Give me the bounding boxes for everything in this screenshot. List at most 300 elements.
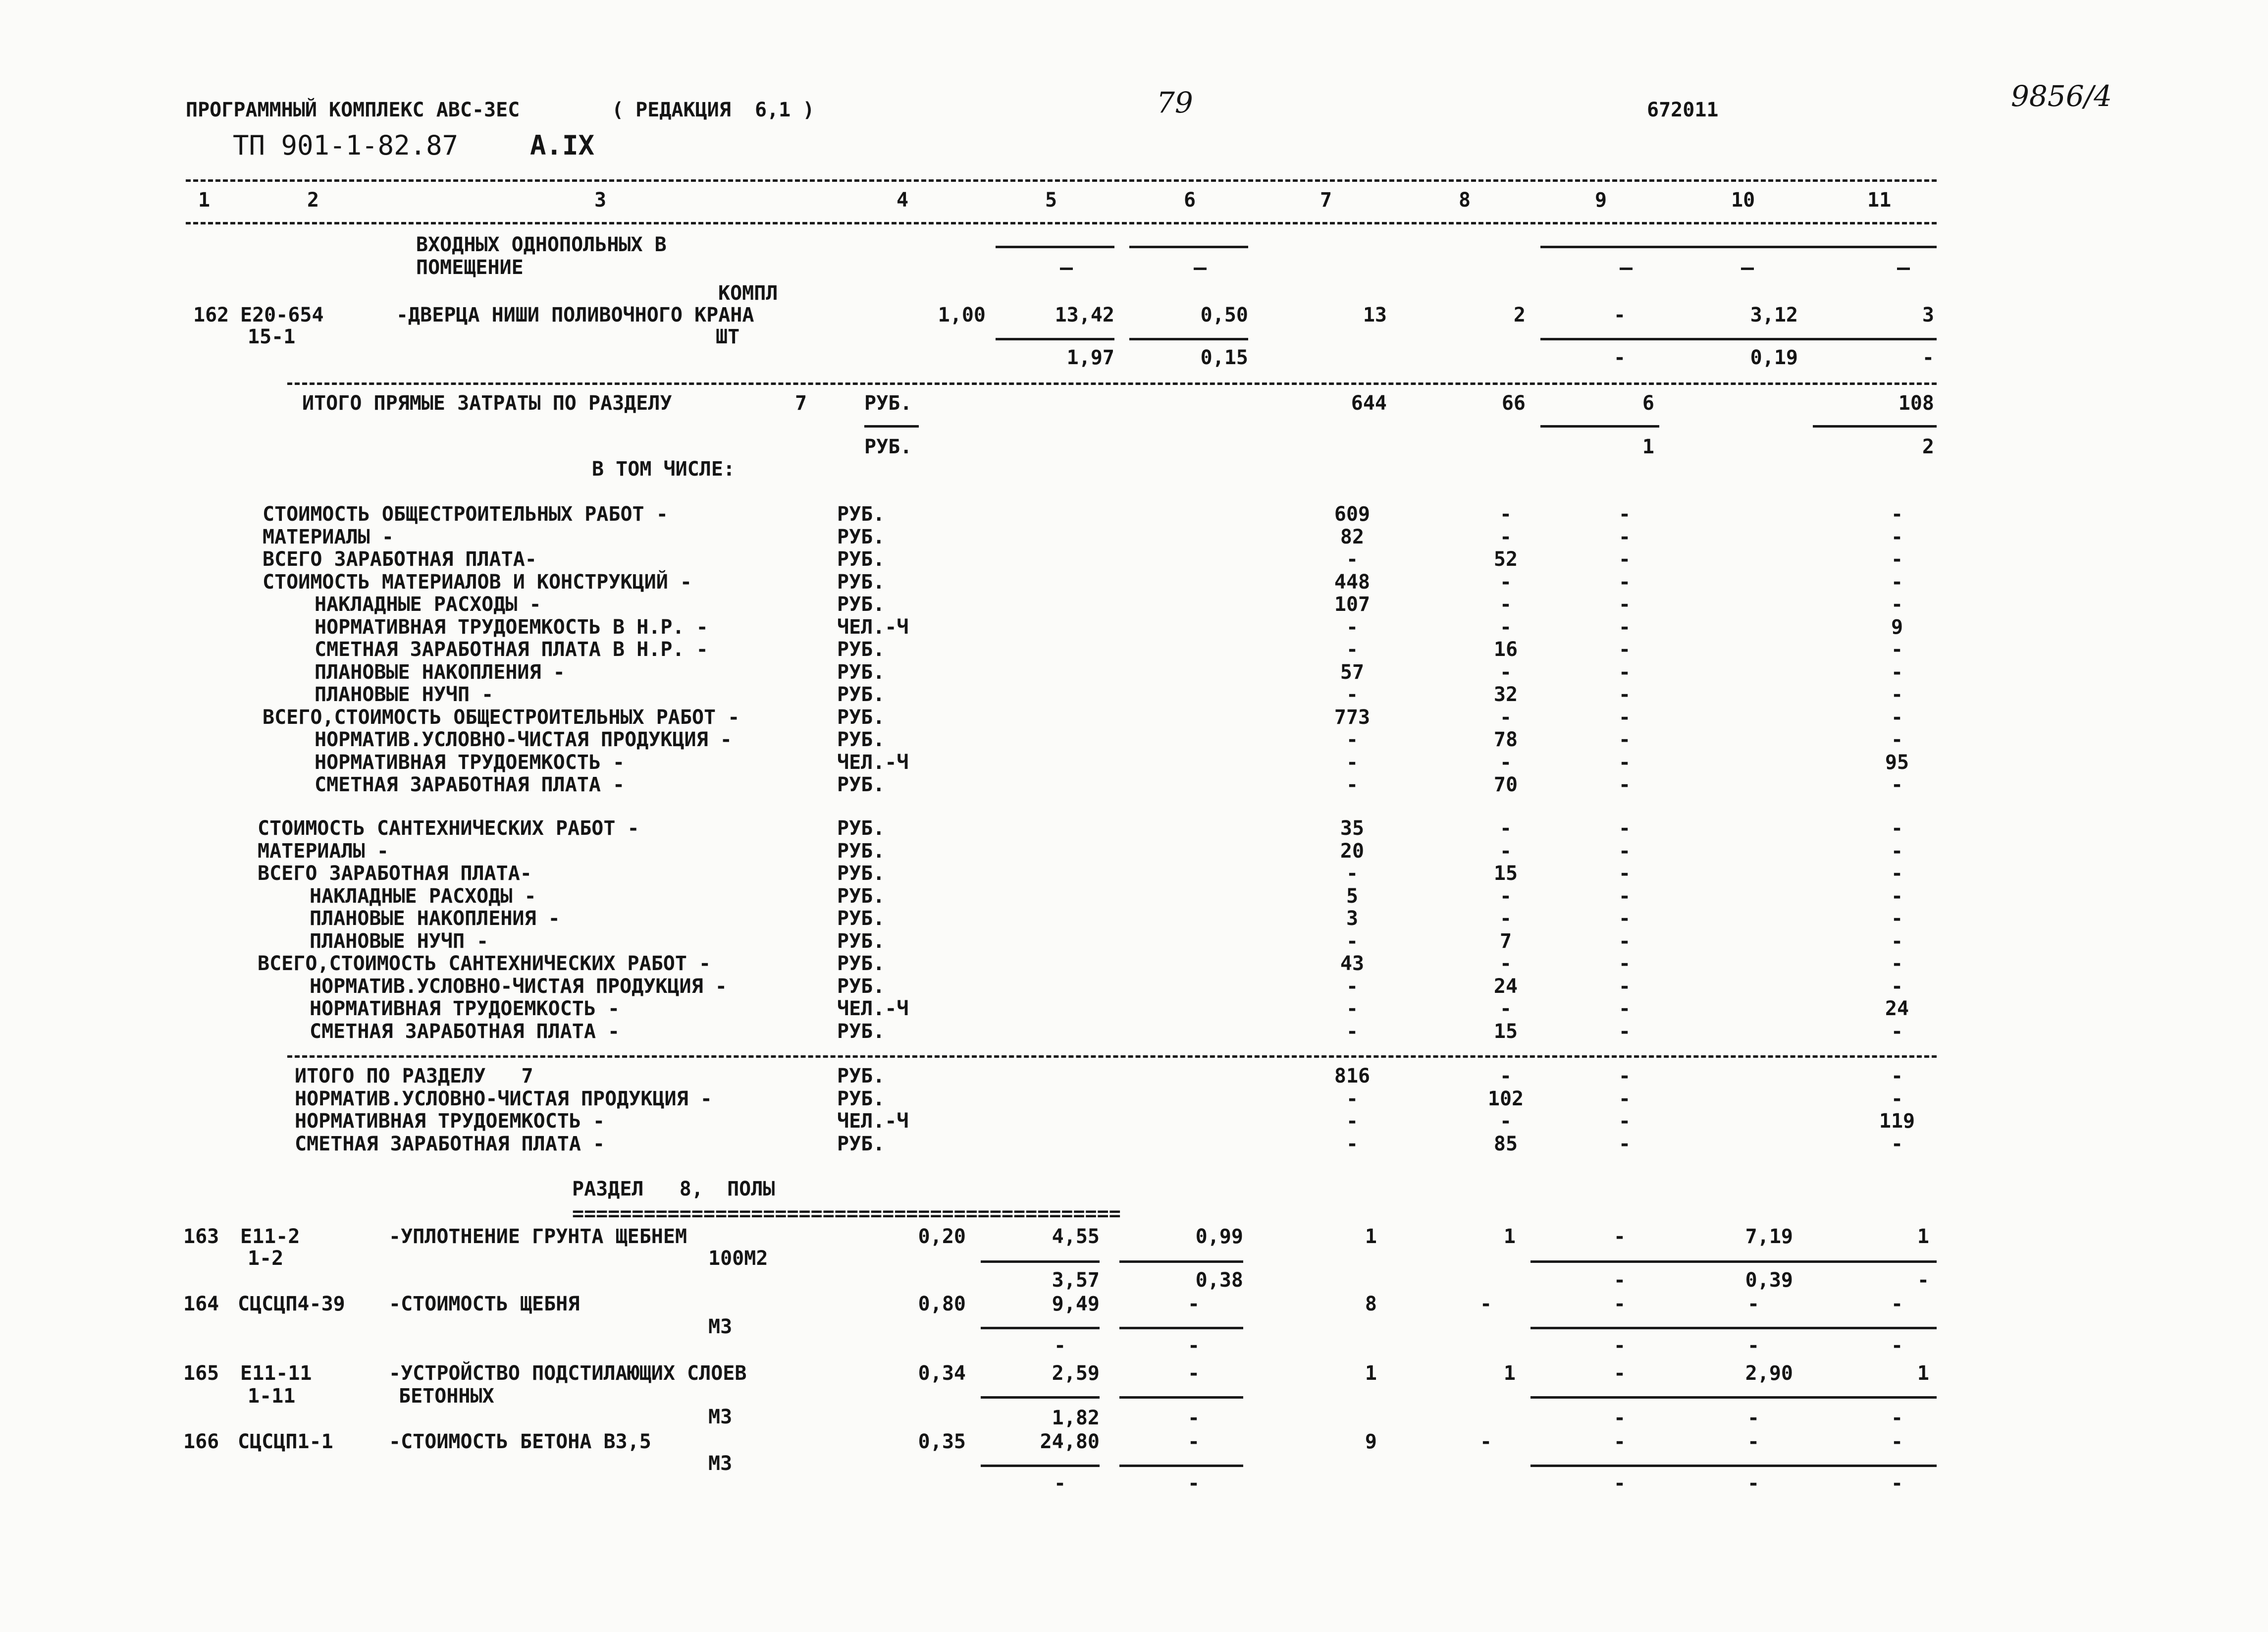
sub-rule: [1540, 425, 1659, 428]
col-header-11: 11: [1867, 189, 1892, 212]
item-name: -СТОИМОСТЬ ЩЕБНЯ: [389, 1293, 580, 1315]
row-col7: -: [1346, 975, 1359, 998]
col5-sub: -: [1054, 1472, 1066, 1495]
row-unit: РУБ.: [837, 952, 885, 975]
row-unit: РУБ.: [837, 1065, 885, 1088]
row-unit: РУБ.: [837, 1087, 885, 1110]
row-col11: -: [1891, 884, 1903, 908]
col10-value: 2,90: [1745, 1362, 1793, 1385]
row-col11: -: [1891, 929, 1903, 953]
dash-mark: [1620, 268, 1633, 270]
row-label: НАКЛАДНЫЕ РАСХОДЫ -: [310, 884, 536, 908]
row-unit: ЧЕЛ.-Ч: [837, 997, 909, 1020]
col9-sub: -: [1613, 1269, 1626, 1292]
sub-rule: [1530, 1396, 1937, 1399]
sub-rule: [1119, 1396, 1243, 1399]
dash-mark: [1194, 268, 1207, 270]
prev-item-text-2: ПОМЕЩЕНИЕ: [416, 256, 524, 279]
row-col9: -: [1618, 907, 1631, 930]
row-unit: РУБ.: [837, 728, 885, 751]
totals-col11-sub: 2: [1922, 435, 1934, 458]
col6-sub: -: [1187, 1407, 1200, 1429]
row-unit: РУБ.: [837, 593, 885, 616]
row-col11: -: [1891, 839, 1903, 863]
row-col7: -: [1346, 862, 1359, 885]
sub-rule: [1119, 1465, 1243, 1467]
section-totals-rule: [287, 1055, 1937, 1058]
row-col9: -: [1618, 1110, 1631, 1133]
row-col8: -: [1499, 503, 1512, 526]
item-unit: ШТ: [716, 326, 740, 348]
row-col7: -: [1346, 683, 1359, 706]
col10-value: -: [1747, 1430, 1760, 1453]
totals-title: ИТОГО ПРЯМЫЕ ЗАТРАТЫ ПО РАЗДЕЛУ: [302, 392, 672, 415]
row-col7: -: [1346, 773, 1359, 796]
col4-value: 0,35: [918, 1430, 966, 1453]
document-code: 672011: [1647, 99, 1719, 121]
item-code: Е11-2: [240, 1225, 300, 1248]
item-code: СЦСЦП4-39: [238, 1293, 345, 1315]
row-unit: РУБ.: [837, 660, 885, 684]
col-header-2: 2: [307, 189, 319, 212]
col7-value: 9: [1365, 1430, 1377, 1453]
row-col7: 816: [1334, 1065, 1371, 1088]
sub-rule: [1540, 246, 1937, 248]
row-col8: 78: [1493, 728, 1518, 751]
row-col8: -: [1499, 997, 1512, 1020]
row-unit: РУБ.: [837, 1020, 885, 1043]
sub-rule: [981, 1327, 1100, 1329]
row-label: НОРМАТИВНАЯ ТРУДОЕМКОСТЬ -: [295, 1110, 605, 1133]
item-name: -УСТРОЙСТВО ПОДСТИЛАЮЩИХ СЛОЕВ: [389, 1362, 747, 1385]
totals-col9: 6: [1642, 392, 1654, 415]
row-col11: -: [1891, 1087, 1903, 1110]
col11-sub: -: [1891, 1472, 1903, 1495]
col8-value: 1: [1503, 1225, 1516, 1248]
row-col7: 57: [1340, 660, 1365, 684]
col8-value: -: [1479, 1430, 1492, 1453]
sub-rule: [1119, 1327, 1243, 1329]
row-col9: -: [1618, 1065, 1631, 1088]
col-header-9: 9: [1595, 189, 1607, 212]
row-label: НОРМАТИВ.УСЛОВНО-ЧИСТАЯ ПРОДУКЦИЯ -: [310, 975, 727, 998]
row-unit: ЧЕЛ.-Ч: [837, 751, 909, 774]
col8-value: 1: [1503, 1362, 1516, 1385]
row-unit: РУБ.: [837, 638, 885, 661]
row-col8: -: [1499, 817, 1512, 840]
row-col8: 32: [1493, 683, 1518, 706]
row-label: СМЕТНАЯ ЗАРАБОТНАЯ ПЛАТА -: [295, 1132, 605, 1155]
row-col8: -: [1499, 884, 1512, 908]
row-label: НОРМАТИВ.УСЛОВНО-ЧИСТАЯ ПРОДУКЦИЯ -: [315, 728, 732, 751]
sub-rule: [1530, 1260, 1937, 1263]
col7-value: 8: [1365, 1293, 1377, 1315]
row-col11: -: [1891, 683, 1903, 706]
row-label: СМЕТНАЯ ЗАРАБОТНАЯ ПЛАТА -: [310, 1020, 620, 1043]
col-header-4: 4: [897, 189, 909, 212]
row-col11: -: [1891, 525, 1903, 548]
col11-sub: -: [1922, 346, 1934, 369]
row-label: ВСЕГО ЗАРАБОТНАЯ ПЛАТА-: [258, 862, 532, 885]
col5-value: 24,80: [1040, 1430, 1100, 1453]
row-label: СТОИМОСТЬ МАТЕРИАЛОВ И КОНСТРУКЦИЙ -: [263, 570, 692, 594]
col9-value: -: [1613, 1225, 1626, 1248]
section-8-rule: ==============================================: [572, 1202, 1121, 1225]
row-col8: -: [1499, 615, 1512, 639]
row-label: ПЛАНОВЫЕ НУЧП -: [310, 929, 489, 953]
row-col11: -: [1891, 706, 1903, 729]
row-col11: -: [1891, 660, 1903, 684]
col4-value: 0,20: [918, 1225, 966, 1248]
col-header-8: 8: [1459, 189, 1471, 212]
row-col9: -: [1618, 1132, 1631, 1155]
row-label: НОРМАТИВ.УСЛОВНО-ЧИСТАЯ ПРОДУКЦИЯ -: [295, 1087, 712, 1110]
sub-rule: [1129, 338, 1248, 340]
col8-value: -: [1479, 1293, 1492, 1315]
row-col11: -: [1891, 907, 1903, 930]
row-col8: -: [1499, 1110, 1512, 1133]
col6-value: -: [1187, 1430, 1200, 1453]
col6-sub: -: [1187, 1472, 1200, 1495]
col-header-6: 6: [1184, 189, 1196, 212]
row-unit: РУБ.: [837, 706, 885, 729]
sub-rule: [1129, 246, 1248, 248]
item-subcode: 15-1: [248, 326, 296, 348]
row-col8: 85: [1493, 1132, 1518, 1155]
row-col11: -: [1891, 503, 1903, 526]
col11-value: 1: [1917, 1362, 1929, 1385]
totals-unit-2: РУБ.: [864, 435, 912, 458]
col9-value: -: [1613, 1293, 1626, 1315]
col7-value: 1: [1365, 1362, 1377, 1385]
item-name: -УПЛОТНЕНИЕ ГРУНТА ЩЕБНЕМ: [389, 1225, 687, 1248]
row-col9: -: [1618, 593, 1631, 616]
col9-sub: -: [1613, 346, 1626, 369]
row-col9: -: [1618, 817, 1631, 840]
item-number: 166: [183, 1430, 219, 1453]
row-label: СТОИМОСТЬ ОБЩЕСТРОИТЕЛЬНЫХ РАБОТ -: [263, 503, 668, 526]
item-subcode: 1-2: [248, 1247, 284, 1270]
program-title: ПРОГРАММНЫЙ КОМПЛЕКС АВС-ЗЕС: [186, 99, 520, 121]
row-label: НОРМАТИВНАЯ ТРУДОЕМКОСТЬ В Н.Р. -: [315, 615, 708, 639]
totals-unit: РУБ.: [864, 392, 912, 415]
project-code: ТП 901-1-82.87: [233, 130, 459, 161]
item-unit: М3: [708, 1315, 733, 1338]
row-col7: -: [1346, 751, 1359, 774]
row-col11: -: [1891, 548, 1903, 571]
row-col9: -: [1618, 952, 1631, 975]
col10-value: 3,12: [1750, 304, 1798, 326]
row-col9: -: [1618, 1020, 1631, 1043]
row-label: МАТЕРИАЛЫ -: [258, 839, 389, 863]
col5-value: 4,55: [1052, 1225, 1100, 1248]
item-name: -СТОИМОСТЬ БЕТОНА В3,5: [389, 1430, 651, 1453]
row-col11: 95: [1885, 751, 1909, 774]
row-col9: -: [1618, 773, 1631, 796]
row-col8: -: [1499, 751, 1512, 774]
col11-sub: -: [1891, 1407, 1903, 1429]
header-rule-bottom: [186, 222, 1937, 224]
row-col8: 70: [1493, 773, 1518, 796]
col7-value: 13: [1363, 304, 1387, 326]
row-unit: РУБ.: [837, 884, 885, 908]
row-label: ИТОГО ПО РАЗДЕЛУ 7: [295, 1065, 533, 1088]
dash-mark: [1741, 268, 1754, 270]
col6-value: -: [1187, 1362, 1200, 1385]
row-unit: РУБ.: [837, 503, 885, 526]
col9-value: -: [1613, 304, 1626, 326]
row-unit: РУБ.: [837, 525, 885, 548]
col10-sub: 0,39: [1745, 1269, 1793, 1292]
col5-value: 2,59: [1052, 1362, 1100, 1385]
row-col11: -: [1891, 817, 1903, 840]
sub-rule: [1530, 1465, 1937, 1467]
item-unit: М3: [708, 1406, 733, 1428]
row-label: СМЕТНАЯ ЗАРАБОТНАЯ ПЛАТА -: [315, 773, 625, 796]
item-number: 163: [183, 1225, 219, 1248]
row-col11: -: [1891, 638, 1903, 661]
row-col11: -: [1891, 1020, 1903, 1043]
row-col9: -: [1618, 525, 1631, 548]
row-col9: -: [1618, 997, 1631, 1020]
row-col7: 107: [1334, 593, 1371, 616]
row-unit: ЧЕЛ.-Ч: [837, 1110, 909, 1133]
row-col11: 24: [1885, 997, 1909, 1020]
row-col8: -: [1499, 952, 1512, 975]
row-col9: -: [1618, 570, 1631, 594]
col9-value: -: [1613, 1362, 1626, 1385]
row-label: ПЛАНОВЫЕ НАКОПЛЕНИЯ -: [310, 907, 560, 930]
col4-value: 1,00: [938, 304, 986, 326]
col5-value: 9,49: [1052, 1293, 1100, 1315]
unit-top: КОМПЛ: [718, 282, 778, 305]
row-col8: 7: [1499, 929, 1512, 953]
item-number: 164: [183, 1293, 219, 1315]
col6-value: -: [1187, 1293, 1200, 1315]
row-unit: РУБ.: [837, 862, 885, 885]
row-col7: 3: [1346, 907, 1359, 930]
item-name: -ДВЕРЦА НИШИ ПОЛИВОЧНОГО КРАНА: [396, 304, 754, 326]
totals-col8: 66: [1501, 392, 1526, 415]
album-label: А.IX: [530, 130, 595, 161]
sub-rule: [981, 1260, 1100, 1263]
sub-rule: [996, 246, 1114, 248]
col11-value: -: [1891, 1293, 1903, 1315]
row-label: ПЛАНОВЫЕ НАКОПЛЕНИЯ -: [315, 660, 565, 684]
row-col9: -: [1618, 929, 1631, 953]
row-col9: -: [1618, 615, 1631, 639]
row-col7: -: [1346, 638, 1359, 661]
totals-col11: 108: [1898, 392, 1934, 415]
row-label: ВСЕГО,СТОИМОСТЬ ОБЩЕСТРОИТЕЛЬНЫХ РАБОТ -: [263, 706, 740, 729]
row-col11: -: [1891, 975, 1903, 998]
row-col11: -: [1891, 862, 1903, 885]
item-subcode: 1-11: [248, 1385, 296, 1408]
totals-col7: 644: [1351, 392, 1387, 415]
row-col8: -: [1499, 1065, 1512, 1088]
row-label: СМЕТНАЯ ЗАРАБОТНАЯ ПЛАТА В Н.Р. -: [315, 638, 708, 661]
row-col8: -: [1499, 907, 1512, 930]
row-label: ВСЕГО,СТОИМОСТЬ САНТЕХНИЧЕСКИХ РАБОТ -: [258, 952, 711, 975]
col7-value: 1: [1365, 1225, 1377, 1248]
row-col7: -: [1346, 548, 1359, 571]
row-col8: -: [1499, 706, 1512, 729]
row-col8: 15: [1493, 862, 1518, 885]
row-col7: 35: [1340, 817, 1365, 840]
row-col8: 52: [1493, 548, 1518, 571]
item-code: Е11-11: [240, 1362, 312, 1385]
col6-value: 0,50: [1200, 304, 1248, 326]
totals-section: 7: [795, 392, 807, 415]
row-col9: -: [1618, 548, 1631, 571]
row-col7: -: [1346, 615, 1359, 639]
row-col8: 24: [1493, 975, 1518, 998]
col10-sub: -: [1747, 1407, 1760, 1429]
row-label: ПЛАНОВЫЕ НУЧП -: [315, 683, 494, 706]
row-col8: -: [1499, 570, 1512, 594]
row-col11: -: [1891, 1065, 1903, 1088]
header-rule-top: [186, 179, 1937, 182]
row-unit: РУБ.: [837, 570, 885, 594]
edition-label: ( РЕДАКЦИЯ 6,1 ): [612, 99, 815, 121]
col10-sub: -: [1747, 1334, 1760, 1357]
row-col9: -: [1618, 884, 1631, 908]
row-col8: -: [1499, 839, 1512, 863]
item-code: СЦСЦП1-1: [238, 1430, 333, 1453]
row-col7: 609: [1334, 503, 1371, 526]
page-number: 79: [1157, 86, 1193, 119]
row-col9: -: [1618, 638, 1631, 661]
row-unit: РУБ.: [837, 817, 885, 840]
row-col9: -: [1618, 862, 1631, 885]
row-unit: РУБ.: [837, 907, 885, 930]
item-code: Е20-654: [240, 304, 324, 326]
col9-value: -: [1613, 1430, 1626, 1453]
row-col9: -: [1618, 1087, 1631, 1110]
col6-sub: 0,38: [1195, 1269, 1243, 1292]
row-label: СТОИМОСТЬ САНТЕХНИЧЕСКИХ РАБОТ -: [258, 817, 639, 840]
item-unit: 100М2: [708, 1247, 768, 1270]
item-unit: М3: [708, 1452, 733, 1475]
row-col7: 5: [1346, 884, 1359, 908]
row-col7: -: [1346, 929, 1359, 953]
row-unit: РУБ.: [837, 773, 885, 796]
col5-sub: 1,82: [1052, 1407, 1100, 1429]
prev-item-text-1: ВХОДНЫХ ОДНОПОЛЬНЫХ В: [416, 233, 667, 256]
col-header-1: 1: [198, 189, 211, 212]
row-label: НОРМАТИВНАЯ ТРУДОЕМКОСТЬ -: [315, 751, 625, 774]
col6-value: 0,99: [1195, 1225, 1243, 1248]
row-col11: -: [1891, 952, 1903, 975]
col9-sub: -: [1613, 1334, 1626, 1357]
col4-value: 0,34: [918, 1362, 966, 1385]
col11-sub: -: [1891, 1334, 1903, 1357]
row-col7: 773: [1334, 706, 1371, 729]
col10-value: 7,19: [1745, 1225, 1793, 1248]
col5-sub: 3,57: [1052, 1269, 1100, 1292]
row-col11: 119: [1879, 1110, 1915, 1133]
sub-rule: [1813, 425, 1937, 428]
item-number: 165: [183, 1362, 219, 1385]
col4-value: 0,80: [918, 1293, 966, 1315]
row-col9: -: [1618, 975, 1631, 998]
row-col7: -: [1346, 1132, 1359, 1155]
item-number: 162: [193, 304, 229, 326]
row-unit: РУБ.: [837, 929, 885, 953]
col-header-10: 10: [1731, 189, 1755, 212]
col10-sub: -: [1747, 1472, 1760, 1495]
row-col9: -: [1618, 660, 1631, 684]
row-col8: -: [1499, 593, 1512, 616]
col10-value: -: [1747, 1293, 1760, 1315]
row-col11: -: [1891, 773, 1903, 796]
row-unit: РУБ.: [837, 548, 885, 571]
item-name-2: БЕТОННЫХ: [399, 1385, 494, 1408]
row-unit: РУБ.: [837, 839, 885, 863]
dash-mark: [1897, 268, 1910, 270]
row-col9: -: [1618, 706, 1631, 729]
sub-rule: [981, 1465, 1100, 1467]
sub-rule: [1119, 1260, 1243, 1263]
row-col7: -: [1346, 1020, 1359, 1043]
row-col9: -: [1618, 839, 1631, 863]
row-col8: 102: [1487, 1087, 1524, 1110]
col6-sub: 0,15: [1200, 346, 1248, 369]
row-col8: 16: [1493, 638, 1518, 661]
row-col11: -: [1891, 593, 1903, 616]
col11-sub: -: [1917, 1269, 1929, 1292]
col5-sub: 1,97: [1066, 346, 1114, 369]
col5-value: 13,42: [1055, 304, 1114, 326]
section-8-title: РАЗДЕЛ 8, ПОЛЫ: [572, 1178, 775, 1200]
col9-sub: -: [1613, 1407, 1626, 1429]
col8-value: 2: [1513, 304, 1526, 326]
col-header-7: 7: [1320, 189, 1332, 212]
row-col8: -: [1499, 660, 1512, 684]
row-col7: -: [1346, 997, 1359, 1020]
row-col7: 20: [1340, 839, 1365, 863]
row-col7: -: [1346, 1110, 1359, 1133]
sub-rule: [996, 338, 1114, 340]
col5-sub: -: [1054, 1334, 1066, 1357]
archive-number: 9856/4: [2011, 79, 2112, 113]
row-unit: РУБ.: [837, 975, 885, 998]
col10-sub: 0,19: [1750, 346, 1798, 369]
sub-rule: [1530, 1327, 1937, 1329]
row-col7: 448: [1334, 570, 1371, 594]
sub-rule: [981, 1396, 1100, 1399]
row-col7: 43: [1340, 952, 1365, 975]
row-col7: -: [1346, 728, 1359, 751]
row-label: МАТЕРИАЛЫ -: [263, 525, 394, 548]
row-col11: -: [1891, 728, 1903, 751]
row-col9: -: [1618, 751, 1631, 774]
col9-sub: -: [1613, 1472, 1626, 1495]
row-col11: -: [1891, 570, 1903, 594]
totals-col9-sub: 1: [1642, 435, 1654, 458]
col-header-3: 3: [594, 189, 607, 212]
row-label: НАКЛАДНЫЕ РАСХОДЫ -: [315, 593, 541, 616]
row-col9: -: [1618, 683, 1631, 706]
row-unit: РУБ.: [837, 1132, 885, 1155]
row-label: НОРМАТИВНАЯ ТРУДОЕМКОСТЬ -: [310, 997, 620, 1020]
dash-mark: [1060, 268, 1073, 270]
totals-rule: [287, 382, 1937, 385]
row-label: ВСЕГО ЗАРАБОТНАЯ ПЛАТА-: [263, 548, 537, 571]
col11-value: 1: [1917, 1225, 1929, 1248]
row-col9: -: [1618, 728, 1631, 751]
row-unit: ЧЕЛ.-Ч: [837, 615, 909, 639]
